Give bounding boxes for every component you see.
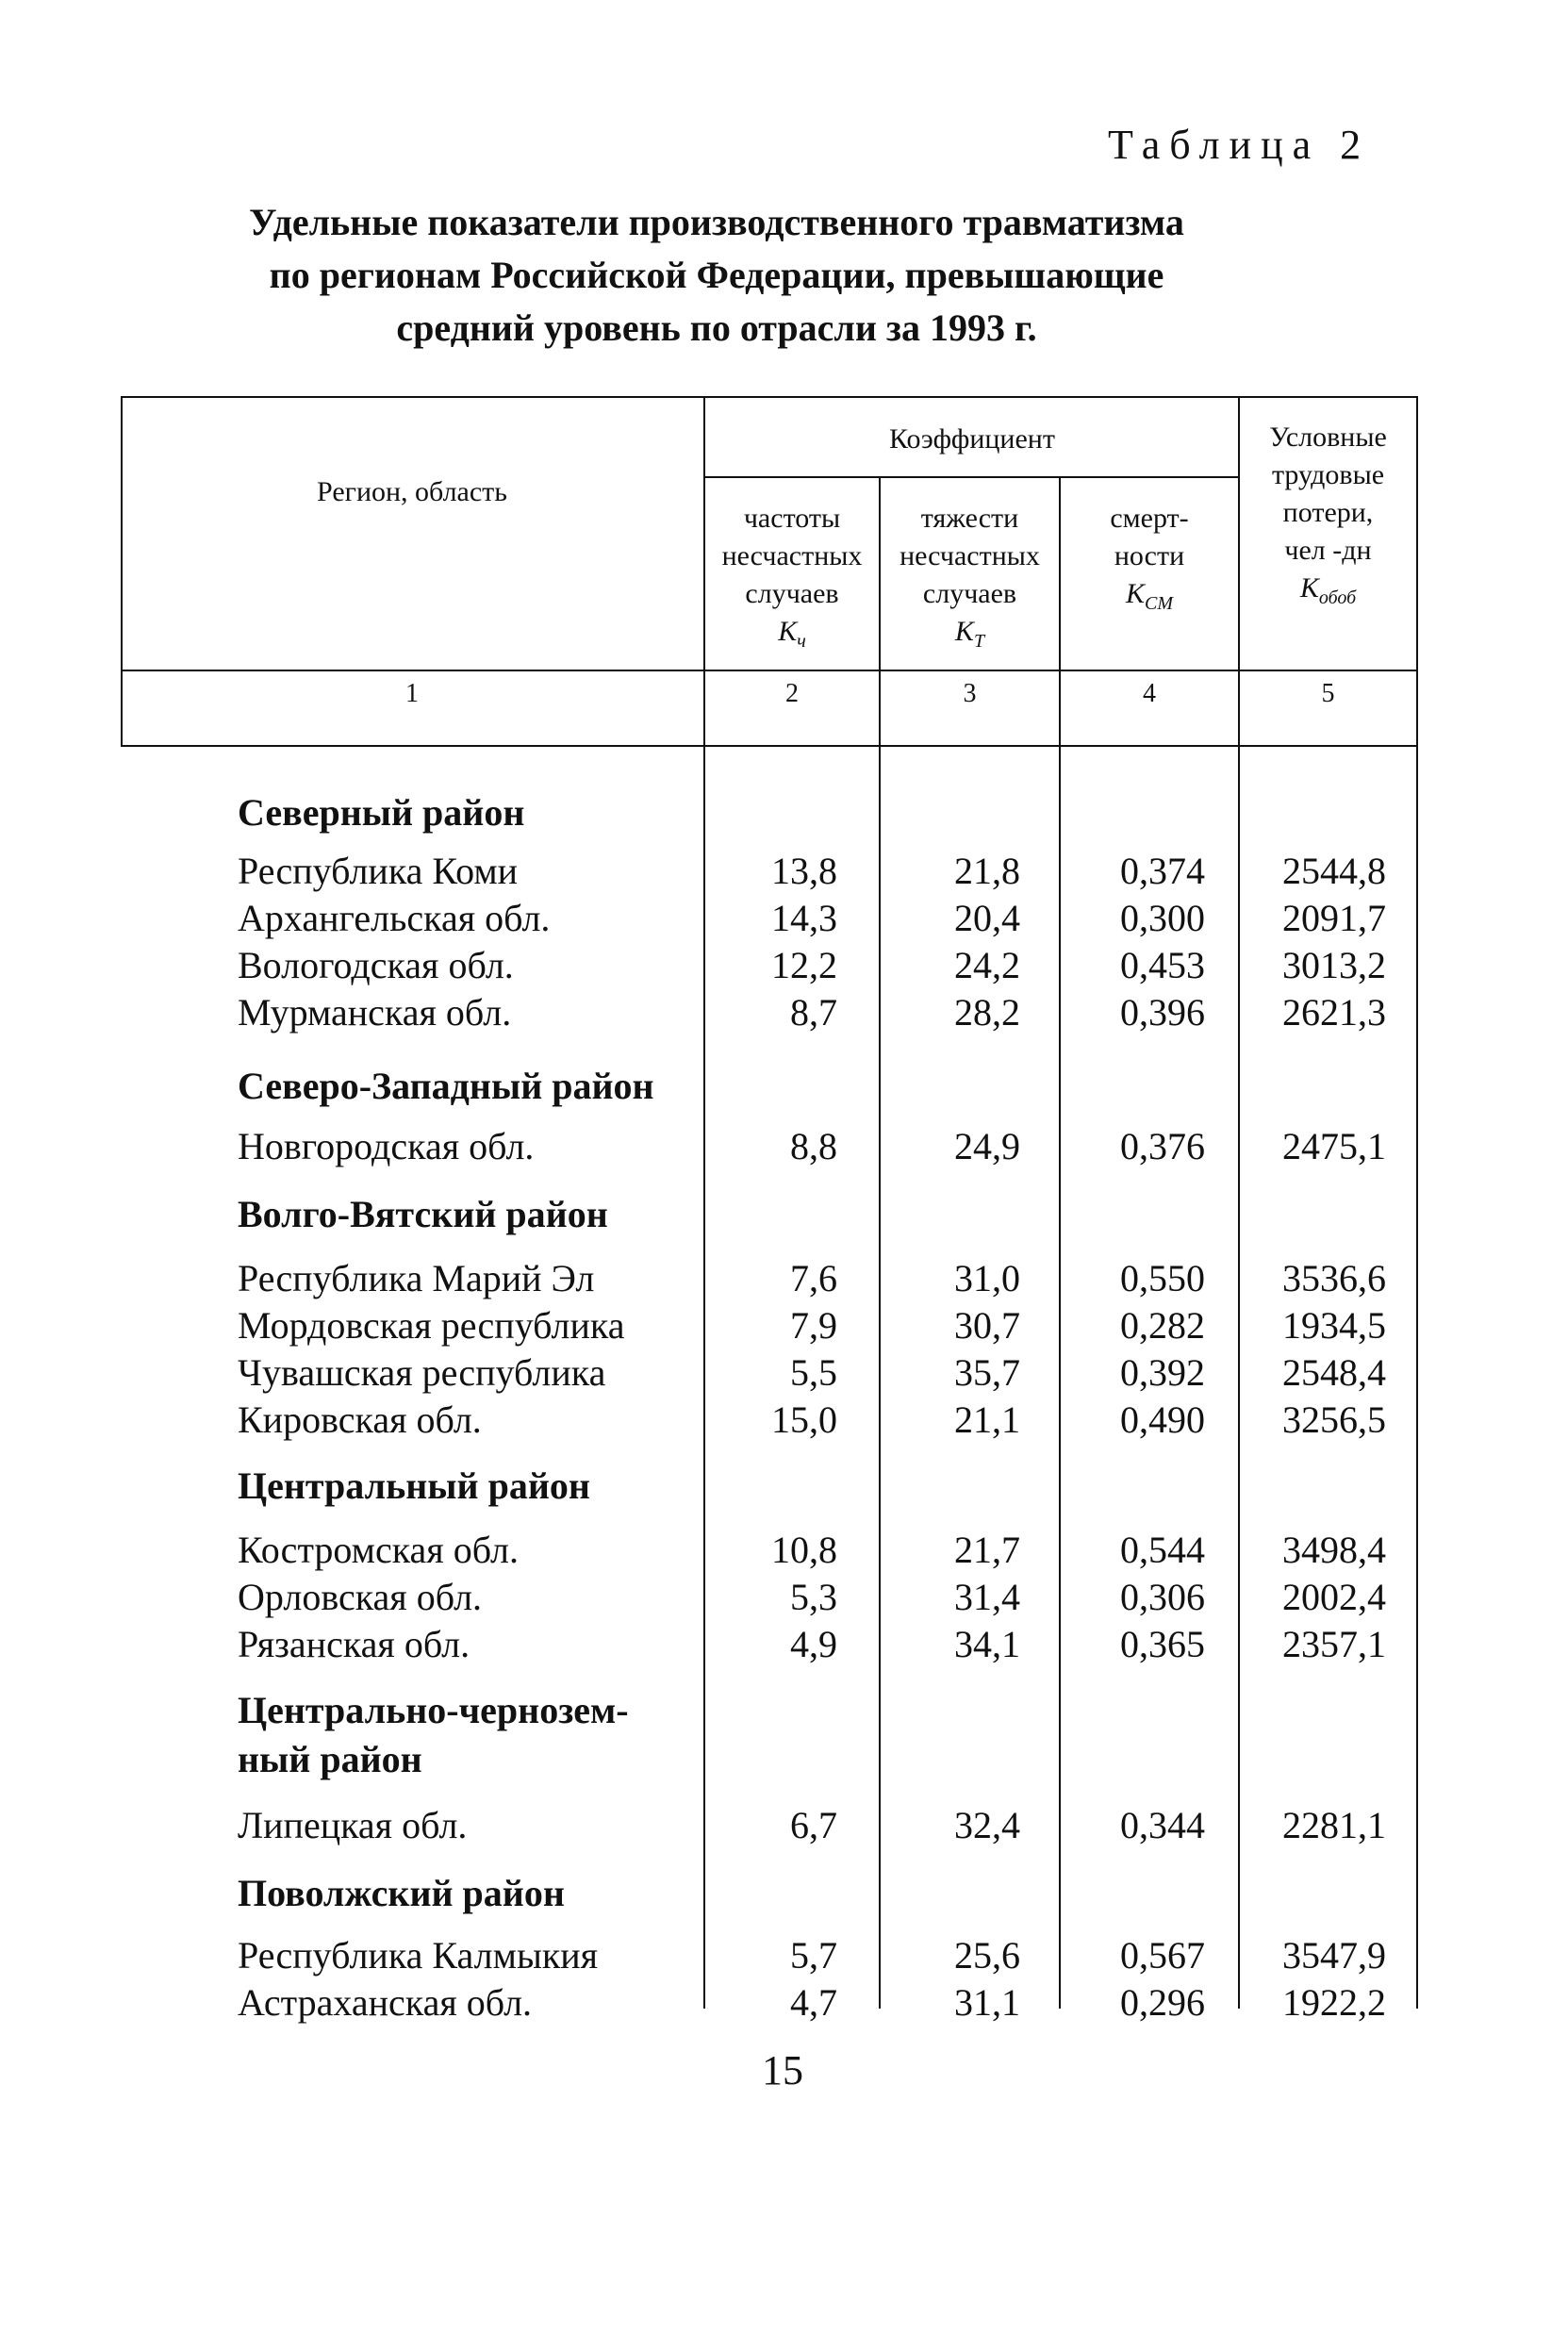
cell-k-sm: 0,282 [1120,1304,1205,1347]
region-name: Вологодская обл. [238,944,514,986]
header-symbol [881,613,1059,660]
cell-k-ch: 15,0 [771,1398,837,1441]
cell-k-t: 31,4 [954,1576,1020,1618]
symbol-subscript: обоб [1318,587,1357,608]
header-severity [881,500,1059,660]
cell-k-t: 35,7 [954,1351,1020,1394]
header-mortality [1061,500,1238,622]
cell-k-obob: 2548,4 [1282,1351,1386,1394]
cell-k-obob: 2357,1 [1282,1623,1386,1665]
cell-k-sm: 0,300 [1120,897,1205,939]
header-text-line: ности [1114,540,1185,571]
column-number: 5 [1321,679,1335,708]
cell-k-sm: 0,374 [1120,850,1205,892]
cell-k-sm: 0,396 [1120,991,1205,1034]
cell-k-sm: 0,306 [1120,1576,1205,1618]
cell-k-sm: 0,550 [1120,1257,1205,1299]
table-right-border [1416,396,1418,2009]
cell-k-obob: 3013,2 [1282,944,1386,986]
region-name: Республика Марий Эл [238,1257,595,1299]
cell-k-t: 24,2 [954,944,1020,986]
column-number: 2 [785,679,799,708]
cell-k-t: 20,4 [954,897,1020,939]
header-text-line: Условные [1269,422,1387,453]
cell-k-t: 30,7 [954,1304,1020,1347]
cell-k-ch: 6,7 [790,1804,837,1846]
cell-k-ch: 8,8 [790,1125,837,1167]
cell-k-ch: 12,2 [771,944,837,986]
region-name: Кировская обл. [238,1398,482,1441]
column-number: 1 [405,679,419,708]
title-line: Удельные показатели производственного травматизма [249,201,1184,243]
symbol-letter: K [1299,572,1319,604]
region-name: Республика Коми [238,850,519,892]
cell-k-t: 34,1 [954,1623,1020,1665]
cell-k-obob: 2621,3 [1282,991,1386,1034]
cell-k-t: 25,6 [954,1934,1020,1977]
cell-k-ch: 5,7 [790,1934,837,1977]
region-name: Мордовская республика [238,1304,625,1347]
cell-k-ch: 7,6 [790,1257,837,1299]
cell-k-ch: 4,9 [790,1623,837,1665]
colnum-bottom-border [121,745,1418,747]
region-group-heading: Центральный район [238,1464,590,1507]
cell-k-t: 21,1 [954,1398,1020,1441]
header-text-line: тяжести [920,503,1019,534]
cell-k-obob: 3256,5 [1282,1398,1386,1441]
region-group-heading: Волго-Вятский район [238,1193,608,1235]
column-number: 4 [1143,679,1156,708]
cell-k-t: 21,7 [954,1529,1020,1571]
cell-k-ch: 5,3 [790,1576,837,1618]
cell-k-sm: 0,544 [1120,1529,1205,1571]
cell-k-obob: 3498,4 [1282,1529,1386,1571]
symbol-subscript: СМ [1145,593,1173,614]
region-group-heading: Северный район [238,791,525,834]
region-name: Чувашская республика [238,1351,606,1394]
cell-k-ch: 10,8 [771,1529,837,1571]
title-line: по регионам Российской Федерации, превышающие [269,254,1164,296]
cell-k-sm: 0,453 [1120,944,1205,986]
cell-k-obob: 3547,9 [1282,1934,1386,1977]
cell-k-sm: 0,567 [1120,1934,1205,1977]
symbol-letter: K [778,616,798,647]
header-coefficient: Коэффициент [889,423,1055,455]
cell-k-obob: 1922,2 [1282,1981,1386,2024]
header-frequency [705,500,879,660]
cell-k-obob: 1934,5 [1282,1304,1386,1347]
col-divider-4 [1238,396,1240,2009]
header-region: Регион, область [317,476,507,507]
header-text-line: чел -дн [1284,535,1372,566]
header-symbol [1061,575,1238,622]
symbol-subscript: ч [797,631,806,652]
cell-k-t: 31,1 [954,1981,1020,2024]
region-group-heading: ный район [238,1738,422,1780]
cell-k-ch: 7,9 [790,1304,837,1347]
header-text-line: трудовые [1271,459,1385,490]
cell-k-ch: 14,3 [771,897,837,939]
header-text-line: случаев [922,578,1017,609]
header-text-line: несчастных [900,540,1040,571]
cell-k-ch: 8,7 [790,991,837,1034]
cell-k-obob: 2281,1 [1282,1804,1386,1846]
region-name: Астраханская обл. [238,1981,533,2024]
header-symbol [705,613,879,660]
table-label: Таблица 2 [1108,122,1371,168]
region-name: Мурманская обл. [238,991,512,1034]
header-symbol [1240,570,1416,617]
cell-k-ch: 13,8 [771,850,837,892]
cell-k-sm: 0,344 [1120,1804,1205,1846]
region-name: Архангельская обл. [238,897,551,939]
header-losses [1240,419,1416,617]
cell-k-sm: 0,365 [1120,1623,1205,1665]
cell-k-t: 28,2 [954,991,1020,1034]
column-number: 3 [963,679,977,708]
header-bottom-border [121,670,1418,671]
cell-k-sm: 0,296 [1120,1981,1205,2024]
title-line: средний уровень по отрасли за 1993 г. [396,306,1037,349]
symbol-letter: K [954,616,974,647]
region-group-heading: Поволжский район [238,1872,565,1914]
region-name: Новгородская обл. [238,1125,535,1167]
coef-underline [705,476,1239,478]
table-title [151,196,1282,355]
region-name: Орловская обл. [238,1576,483,1618]
cell-k-t: 21,8 [954,850,1020,892]
table-top-border [121,396,1418,398]
cell-k-obob: 2002,4 [1282,1576,1386,1618]
region-group-heading: Северо-Западный район [238,1065,654,1107]
header-text-line: несчастных [721,540,863,571]
cell-k-t: 32,4 [954,1804,1020,1846]
header-text-line: потери, [1282,497,1374,528]
symbol-letter: K [1125,578,1145,609]
region-name: Рязанская обл. [238,1623,470,1665]
symbol-subscript: T [973,631,985,652]
cell-k-ch: 4,7 [790,1981,837,2024]
page-number: 15 [762,2047,803,2093]
region-name: Липецкая обл. [238,1804,468,1846]
cell-k-obob: 3536,6 [1282,1257,1386,1299]
cell-k-t: 31,0 [954,1257,1020,1299]
header-text-line: смерт- [1110,503,1189,534]
region-name: Костромская обл. [238,1529,520,1571]
cell-k-obob: 2091,7 [1282,897,1386,939]
region-group-heading: Центрально-чернозем- [238,1689,629,1731]
cell-k-t: 24,9 [954,1125,1020,1167]
cell-k-sm: 0,376 [1120,1125,1205,1167]
region-name: Республика Калмыкия [238,1934,599,1977]
cell-k-sm: 0,490 [1120,1398,1205,1441]
cell-k-sm: 0,392 [1120,1351,1205,1394]
header-text-line: случаев [745,578,839,609]
cell-k-obob: 2544,8 [1282,850,1386,892]
cell-k-ch: 5,5 [790,1351,837,1394]
header-text-line: частоты [743,503,841,534]
cell-k-obob: 2475,1 [1282,1125,1386,1167]
